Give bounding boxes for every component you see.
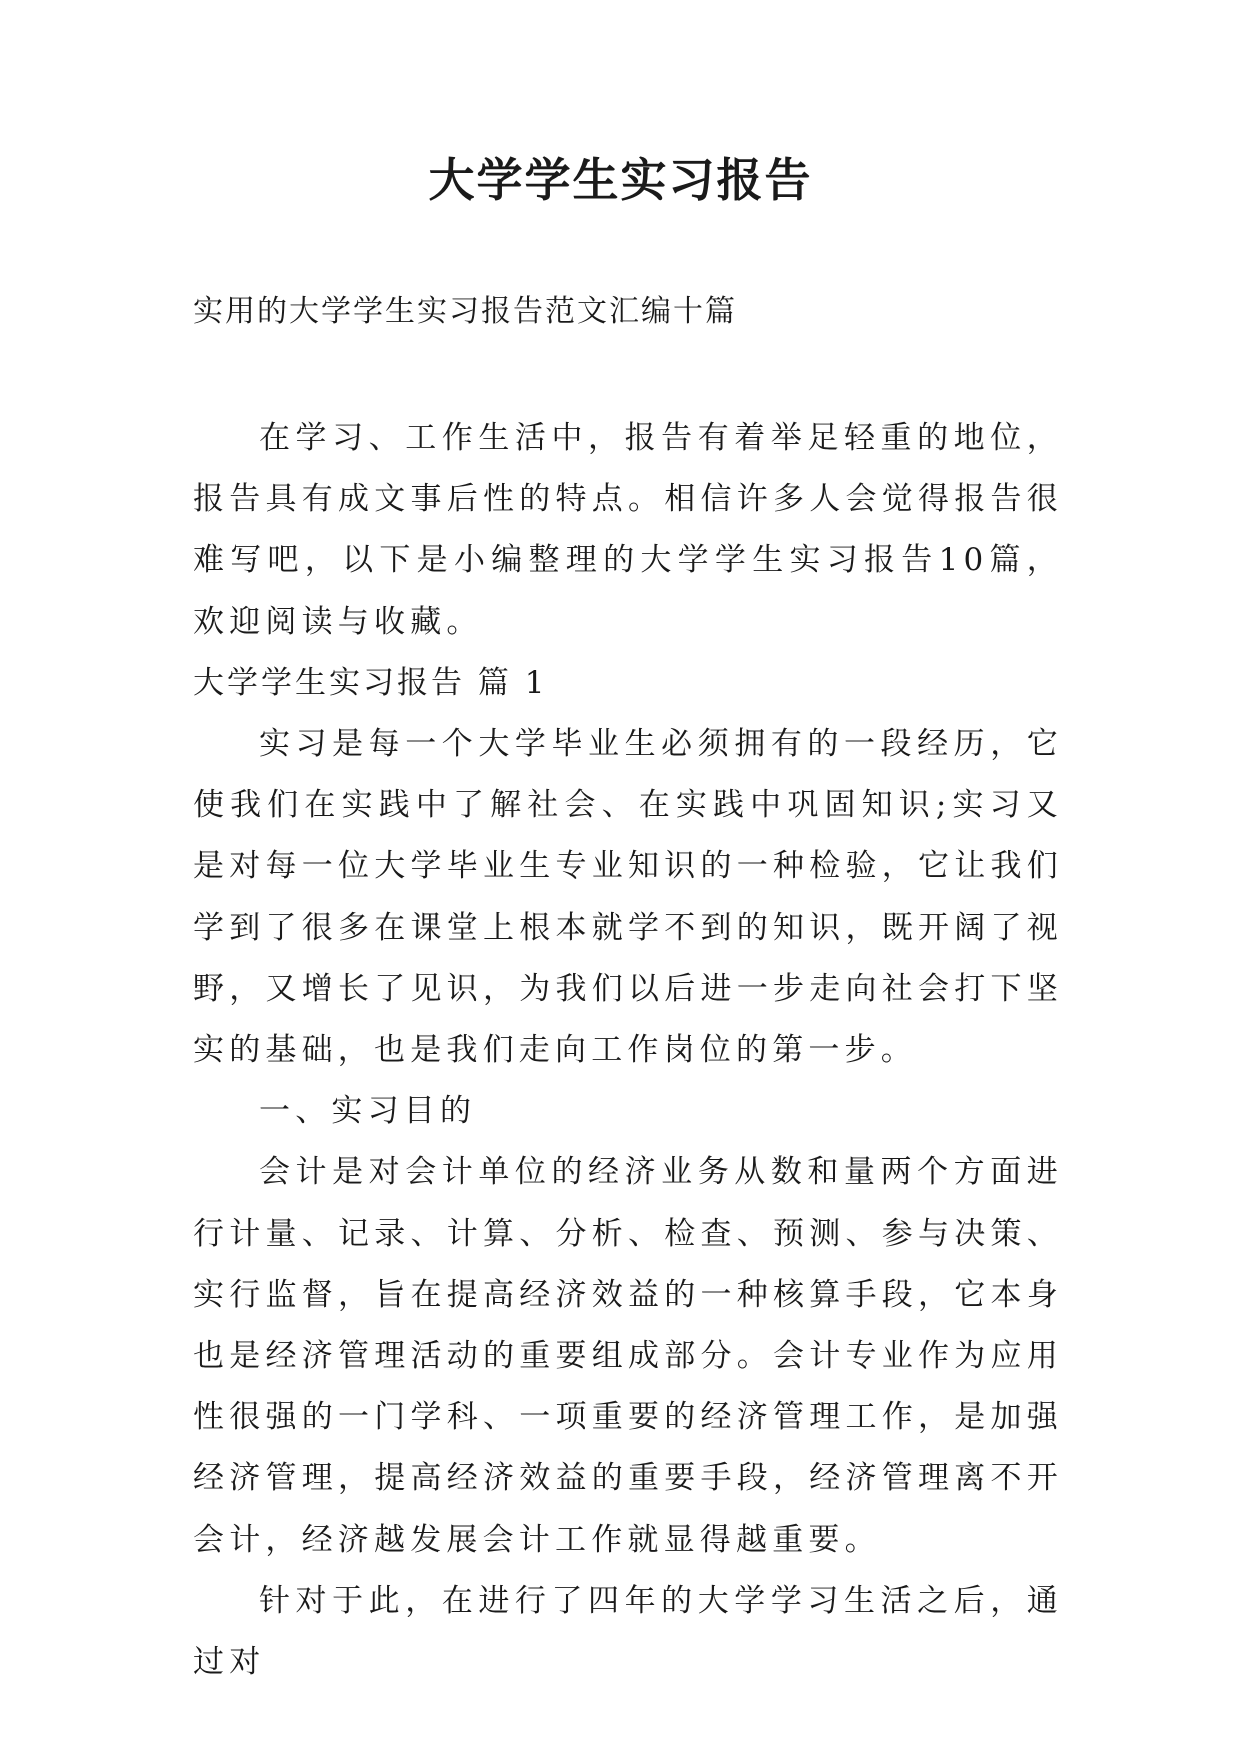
document-subtitle: 实用的大学学生实习报告范文汇编十篇 (193, 294, 737, 329)
body-paragraph-3: 针对于此，在进行了四年的大学学习生活之后，通过对 (193, 1582, 1063, 1681)
document-body (193, 408, 1063, 1693)
intro-paragraph: 在学习、工作生活中，报告有着举足轻重的地位，报告具有成文事后性的特点。相信许多人会觉得报告很难写吧，以下是小编整理的大学学生实习报告10篇，欢迎阅读与收藏。 (193, 420, 1063, 640)
section-title: 大学学生实习报告 篇 1 (193, 664, 548, 701)
heading-purpose: 一、实习目的 (259, 1093, 477, 1130)
body-paragraph-2: 会计是对会计单位的经济业务从数和量两个方面进行计量、记录、计算、分析、检查、预测、参与决策、实行监督，旨在提高经济效益的一种核算手段，它本身也是经济管理活动的重要组成部分。会计专业作为应用性很强的一门学科、一项重要的经济管理工作，是加强经济管理，提高经济效益的重要手段，经济管理离不开会计，经济越发展会计工作就显得越重要。 (193, 1154, 1063, 1558)
body-paragraph-1: 实习是每一个大学毕业生必须拥有的一段经历，它使我们在实践中了解社会、在实践中巩固知识;实习又是对每一位大学毕业生专业知识的一种检验，它让我们学到了很多在课堂上根本就学不到的知识，既开阔了视野，又增长了见识，为我们以后进一步走向社会打下坚实的基础，也是我们走向工作岗位的第一步。 (193, 726, 1063, 1069)
document-title: 大学学生实习报告 (428, 153, 813, 207)
